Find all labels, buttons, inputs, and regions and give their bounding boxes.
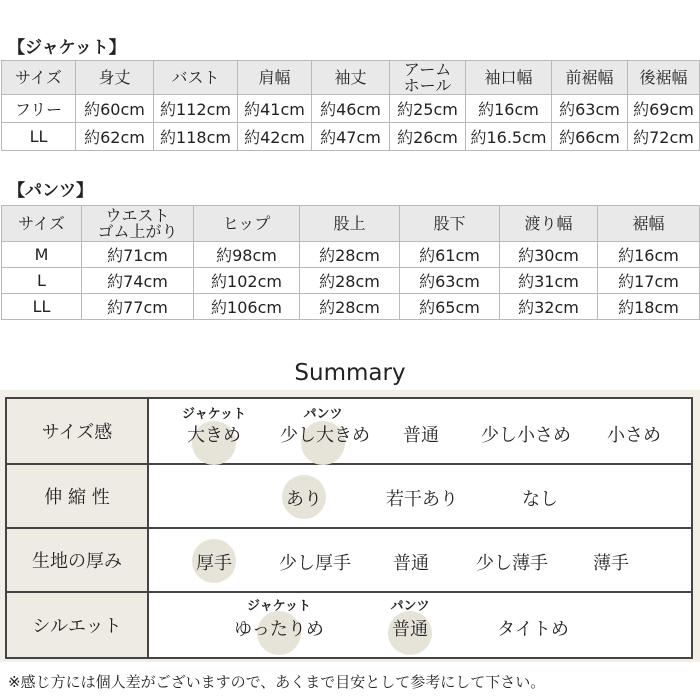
table-row [2,242,700,268]
table-cell: 約31cm [500,268,598,294]
pants-tag: パンツ [390,599,430,614]
table-cell: L [2,268,82,294]
jacket-size-table [1,60,700,151]
pants-header-cell: ヒップ [194,206,300,242]
table-cell: 約28cm [300,294,400,320]
table-cell: LL [2,123,76,151]
pants-header-cell: 股上 [300,206,400,242]
table-cell: 約46cm [312,95,390,123]
table-cell: 約17cm [598,268,700,294]
summary-row-thickness [7,529,691,593]
jacket-header-cell: サイズ [2,61,76,95]
jacket-header-cell: 袖口幅 [466,61,552,95]
jacket-header-cell: 袖丈 [312,61,390,95]
table-cell: 約32cm [500,294,598,320]
option: 厚手 [196,553,232,574]
option: 普通 [393,553,429,574]
summary-label: サイズ感 [7,399,149,463]
summary-label: 伸 縮 性 [7,465,149,527]
pants-header-cell: 股下 [400,206,500,242]
jacket-section-title: 【ジャケット】 [8,38,126,58]
jacket-header-cell: 前裾幅 [552,61,628,95]
option: タイトめ [497,619,569,640]
table-cell: 約74cm [82,268,194,294]
option: 少し厚手 [279,553,351,574]
pants-header-cell: ウエスト ゴム上がり [82,206,194,242]
table-cell: 約118cm [154,123,238,151]
table-cell: 約69cm [628,95,700,123]
jacket-header-cell: 後裾幅 [628,61,700,95]
pants-header-row [2,206,700,242]
summary-row-size-feel [7,399,691,465]
table-cell: 約47cm [312,123,390,151]
table-cell: 約16.5cm [466,123,552,151]
table-row [2,123,700,151]
table-cell: 約98cm [194,242,300,268]
option: なし [522,489,558,510]
table-cell: 約61cm [400,242,500,268]
table-cell: LL [2,294,82,320]
table-cell: 約16cm [466,95,552,123]
jacket-header-cell: バスト [154,61,238,95]
pants-tag: パンツ [303,407,343,422]
table-cell: 約18cm [598,294,700,320]
table-cell: 約41cm [238,95,312,123]
pants-header-cell: サイズ [2,206,82,242]
jacket-header-cell: アーム ホール [390,61,466,95]
summary-row-stretch [7,465,691,529]
table-cell: 約60cm [76,95,154,123]
option: 普通 [403,425,439,446]
option: 若干あり [386,489,458,510]
option: 薄手 [593,553,629,574]
table-cell: 約63cm [400,268,500,294]
table-cell: 約72cm [628,123,700,151]
table-cell: 約66cm [552,123,628,151]
option: ゆったりめ [234,619,324,640]
summary-label: シルエット [7,593,149,657]
table-cell: 約28cm [300,242,400,268]
table-cell: 約62cm [76,123,154,151]
pants-header-cell: 渡り幅 [500,206,598,242]
option: あり [286,489,322,510]
summary-box [5,397,693,659]
table-cell: 約112cm [154,95,238,123]
table-cell: 約30cm [500,242,598,268]
table-cell: 約16cm [598,242,700,268]
summary-row-silhouette [7,593,691,657]
disclaimer-note: ※感じ方には個人差がございますので、あくまで目安として参考にして下さい。 [8,673,546,691]
jacket-header-cell: 身丈 [76,61,154,95]
table-cell: 約28cm [300,268,400,294]
pants-header-cell: 裾幅 [598,206,700,242]
option: 少し大きめ [280,425,370,446]
table-cell: 約25cm [390,95,466,123]
option: 普通 [392,619,428,640]
table-cell: 約42cm [238,123,312,151]
table-cell: 約106cm [194,294,300,320]
table-row [2,294,700,320]
table-cell: 約71cm [82,242,194,268]
table-cell: 約26cm [390,123,466,151]
jacket-header-cell: 肩幅 [238,61,312,95]
table-cell: M [2,242,82,268]
jacket-header-row [2,61,700,95]
option: 少し薄手 [476,553,548,574]
jacket-tag: ジャケット [246,599,312,614]
option: 小さめ [607,425,661,446]
table-cell: 約65cm [400,294,500,320]
table-row [2,268,700,294]
table-cell: フリー [2,95,76,123]
summary-title: Summary [294,360,406,386]
summary-label: 生地の厚み [7,529,149,591]
pants-size-table [1,205,700,320]
table-cell: 約77cm [82,294,194,320]
table-cell: 約102cm [194,268,300,294]
option: 大きめ [187,425,241,446]
jacket-tag: ジャケット [181,407,247,422]
option: 少し小さめ [481,425,571,446]
pants-section-title: 【パンツ】 [8,181,93,201]
table-cell: 約63cm [552,95,628,123]
table-row [2,95,700,123]
